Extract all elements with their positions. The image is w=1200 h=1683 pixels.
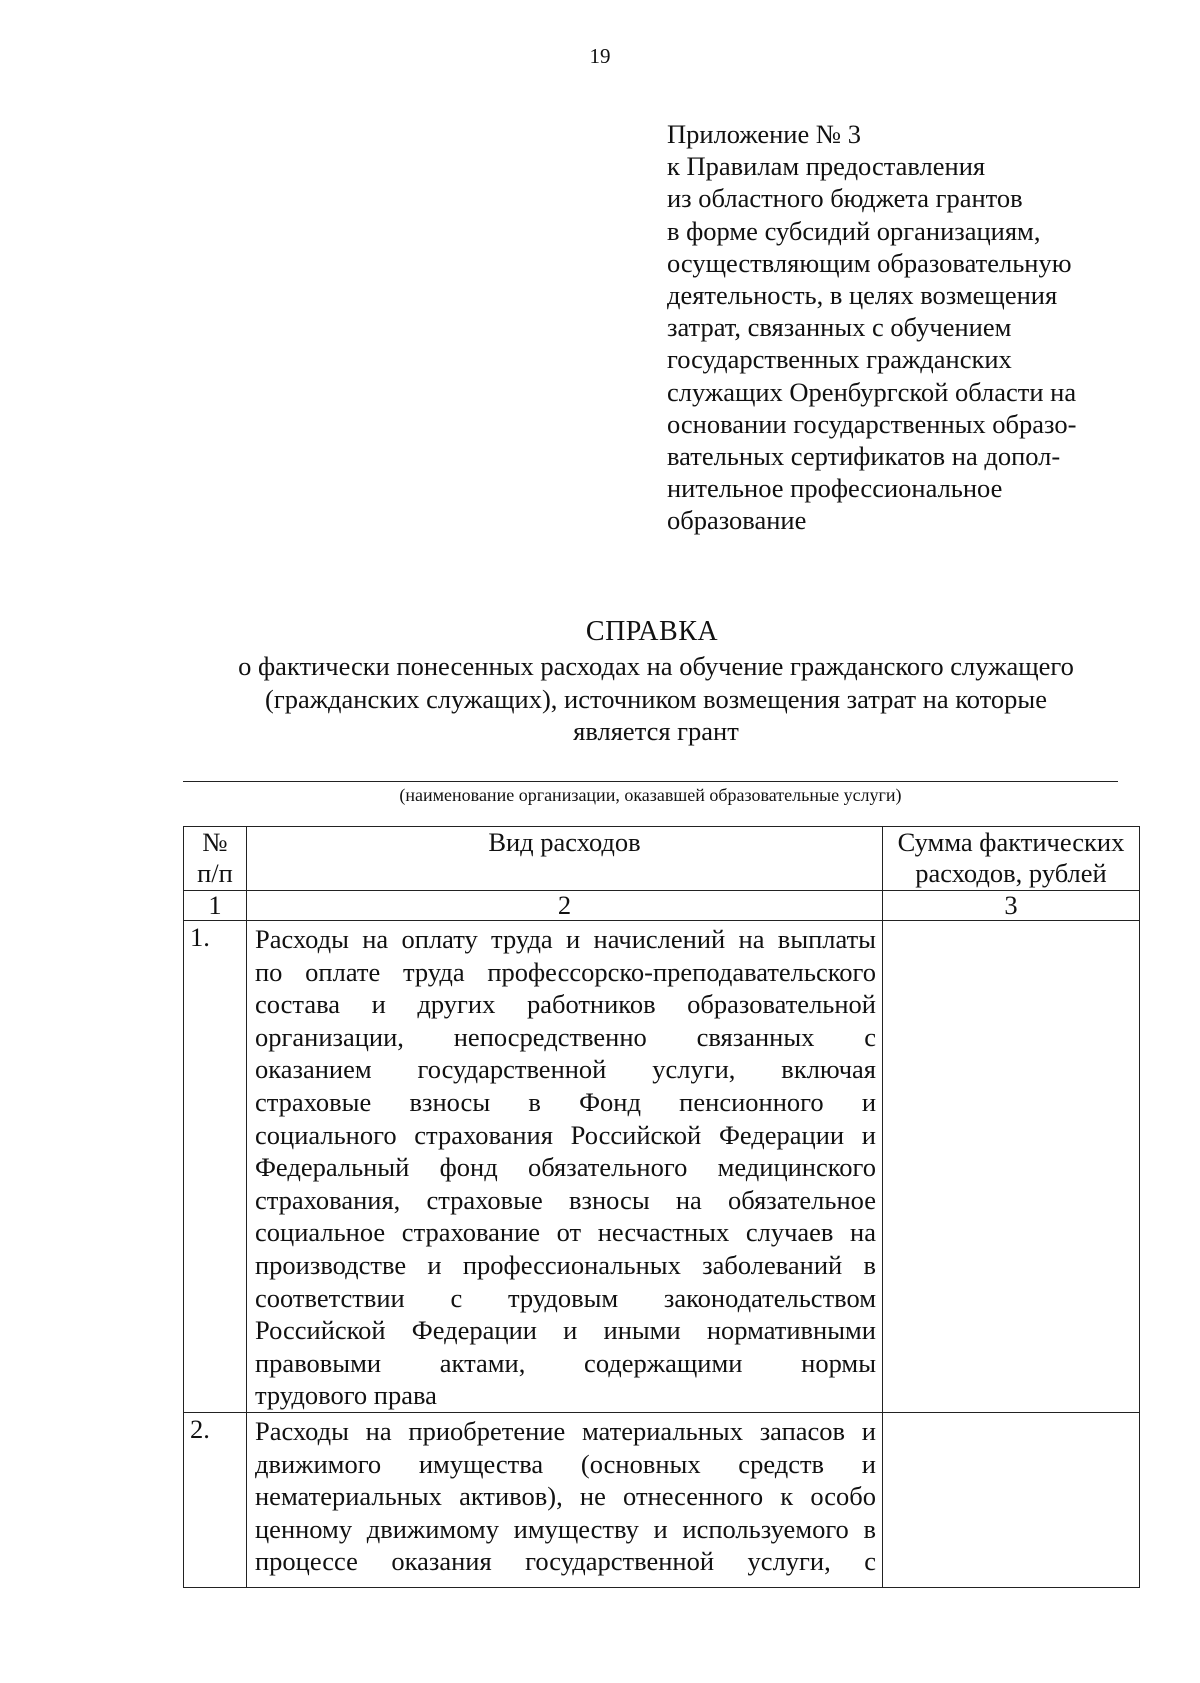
appendix-line: к Правилам предоставления [667, 151, 986, 182]
table-row [184, 1412, 1140, 1587]
subtitle-line: о фактически понесенных расходах на обучение гражданского служащего [238, 651, 1074, 681]
page-number: 19 [589, 44, 611, 68]
header-number: № п/п [184, 827, 247, 891]
appendix-line: затрат, связанных с обучением [667, 312, 1012, 343]
appendix-line: нительное профессиональное [667, 473, 1003, 504]
index-cell: 2 [247, 891, 883, 921]
appendix-line: осуществляющим образовательную [667, 247, 1072, 278]
row-number: 2. [184, 1412, 247, 1587]
appendix-block [667, 118, 1127, 537]
table-index-row [184, 891, 1140, 921]
expense-description: Расходы на оплату труда и начислений на выплаты по оплате труда профессорско-преподавательского состава и других работников образовательной организации, непосредственно связанных с оказанием государственной услуги, включая страховые взносы в Фонд пенсионного и социального страхования Российской Федерации и Федеральный фонд обязательного медицинского страхования, страховые взносы на обязательное социальное страхование от несчастных случаев на производстве и профессиональных заболеваний в соответствии с трудовым законодательством Российской Федерации и иными нормативными правовыми актами, содержащими нормы трудового права [247, 921, 883, 1413]
appendix-line: служащих Оренбургской области на [667, 376, 1077, 407]
subtitle-line: является грант [573, 716, 739, 746]
expense-description: Расходы на приобретение материальных запасов и движимого имущества (основных средств и нематериальных активов), не отнесенного к особо ценному движимому имуществу и используемого в процессе оказания государственной услуги, с [247, 1412, 883, 1587]
index-cell: 3 [883, 891, 1140, 921]
expense-sum [883, 1412, 1140, 1587]
appendix-line: образование [667, 505, 807, 536]
index-cell: 1 [184, 891, 247, 921]
table-header-row [184, 827, 1140, 891]
appendix-line: государственных гражданских [667, 344, 1012, 375]
document-subtitle [160, 650, 1152, 748]
header-actual-sum: Сумма фактических расходов, рублей [883, 827, 1140, 891]
row-number: 1. [184, 921, 247, 1413]
subtitle-line: (гражданских служащих), источником возмещения затрат на которые [265, 683, 1047, 714]
expense-sum [883, 921, 1140, 1413]
expenses-table [183, 826, 1140, 1588]
organization-caption: (наименование организации, оказавшей образовательные услуги) [399, 785, 902, 805]
appendix-line: деятельность, в целях возмещения [667, 280, 1058, 311]
appendix-line: в форме субсидий организациям, [667, 215, 1041, 246]
appendix-line: вательных сертификатов на допол- [667, 441, 1061, 472]
header-expense-kind: Вид расходов [247, 827, 883, 891]
table-row [184, 921, 1140, 1413]
appendix-line: Приложение № 3 [667, 119, 862, 149]
appendix-line: основании государственных образо- [667, 408, 1077, 439]
document-title: СПРАВКА [585, 616, 719, 647]
appendix-line: из областного бюджета грантов [667, 183, 1023, 214]
organization-name-line [183, 781, 1118, 782]
